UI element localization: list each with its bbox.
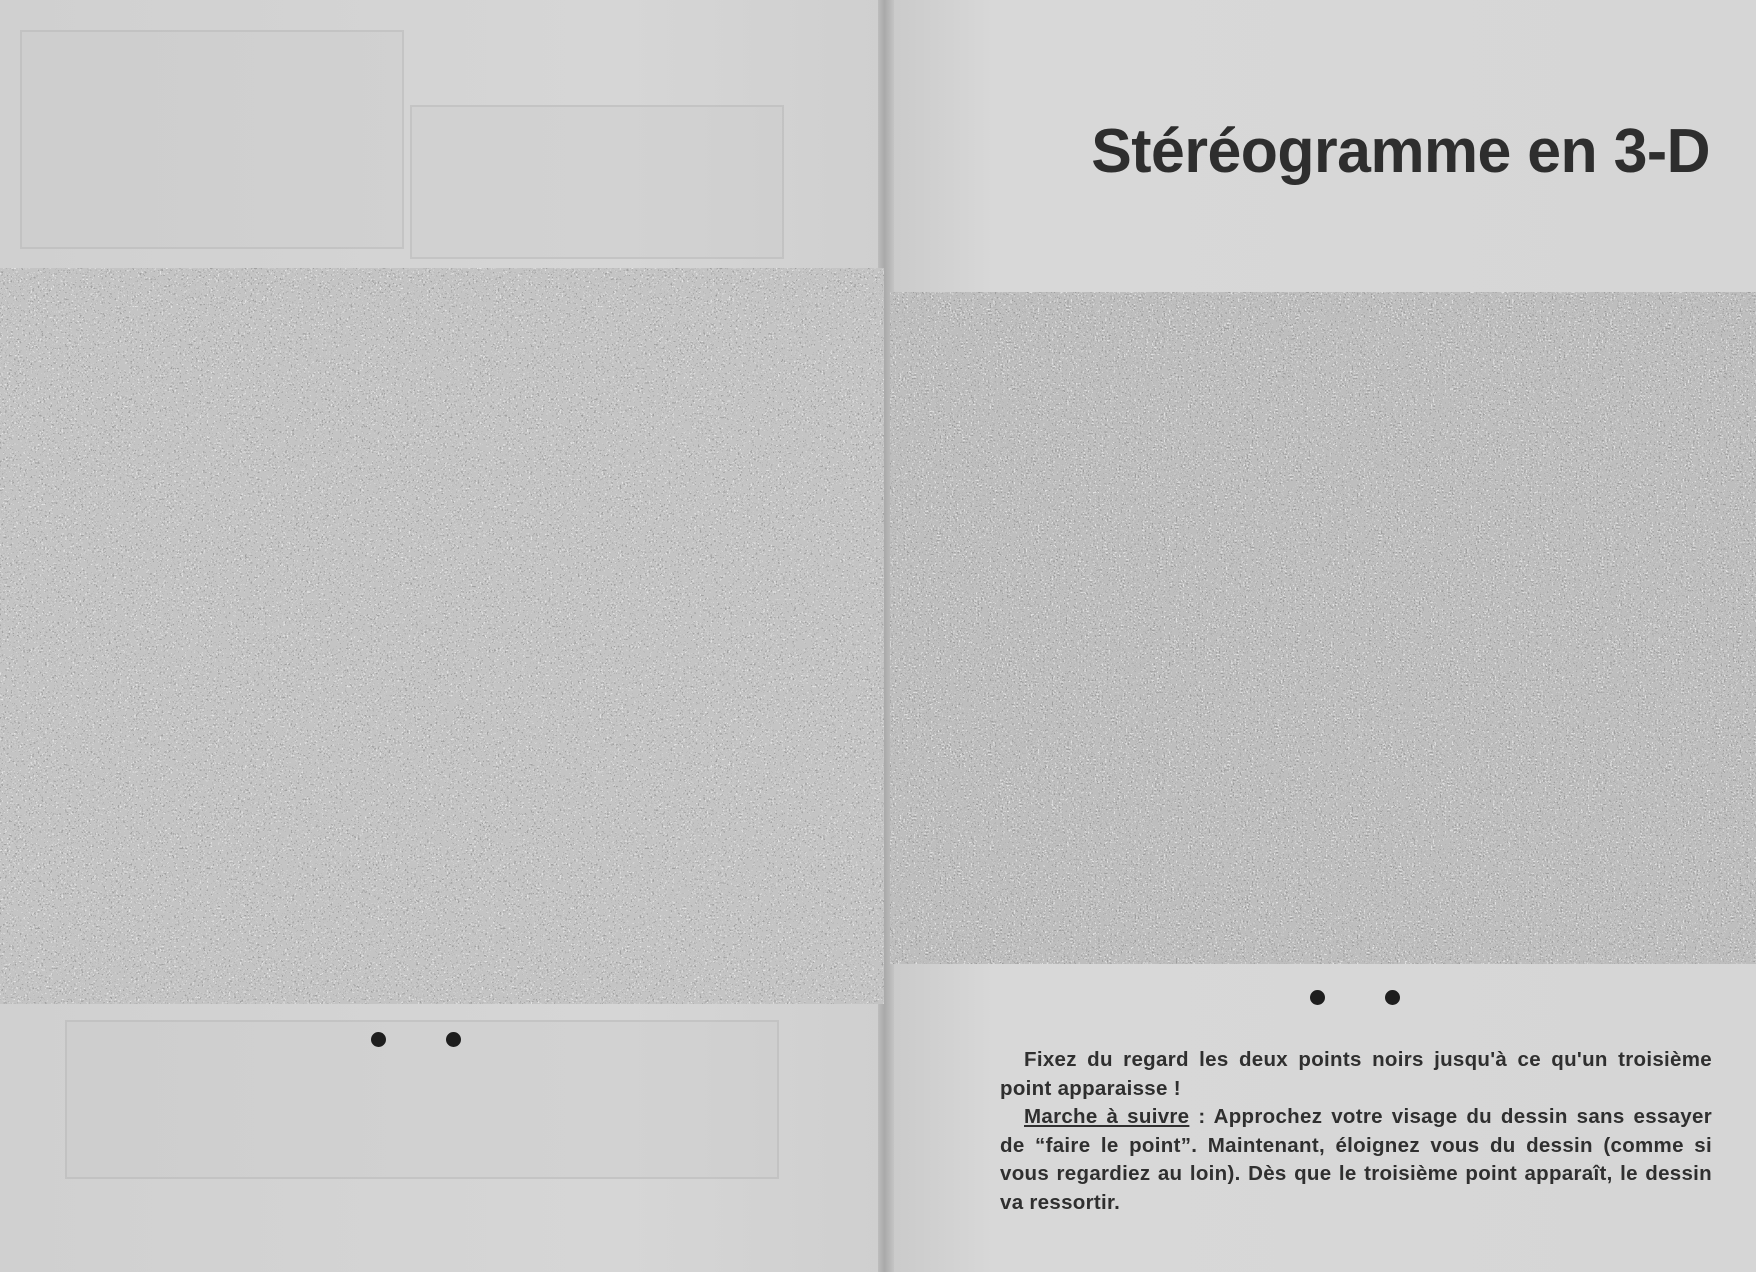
instructions-intro: Fixez du regard les deux points noirs jusqu'à ce qu'un troisième point apparaisse ! [1000, 1048, 1712, 1100]
show-through-frame [20, 30, 404, 249]
focus-dot-left-1 [371, 1032, 386, 1047]
stereogram-left [0, 268, 884, 1004]
stereogram-right [890, 292, 1756, 964]
focus-dot-left-2 [446, 1032, 461, 1047]
instructions-steps [1000, 1103, 1712, 1217]
focus-dot-right-1 [1310, 990, 1325, 1005]
instructions-text [1000, 1046, 1712, 1217]
step-text: : Approchez votre visage du dessin sans essayer de “faire le point”. Maintenant, éloignez vous du dessin (comme si vous regardiez au loin). Dès que le troisième point apparaît, le dessin va ressortir. [1000, 1105, 1712, 1214]
step-label: Marche à suivre [1024, 1105, 1190, 1128]
show-through-frame [410, 105, 784, 259]
show-through-frame [65, 1020, 779, 1179]
page-title: Stéréogramme en 3-D [1091, 117, 1710, 186]
focus-dot-right-2 [1385, 990, 1400, 1005]
